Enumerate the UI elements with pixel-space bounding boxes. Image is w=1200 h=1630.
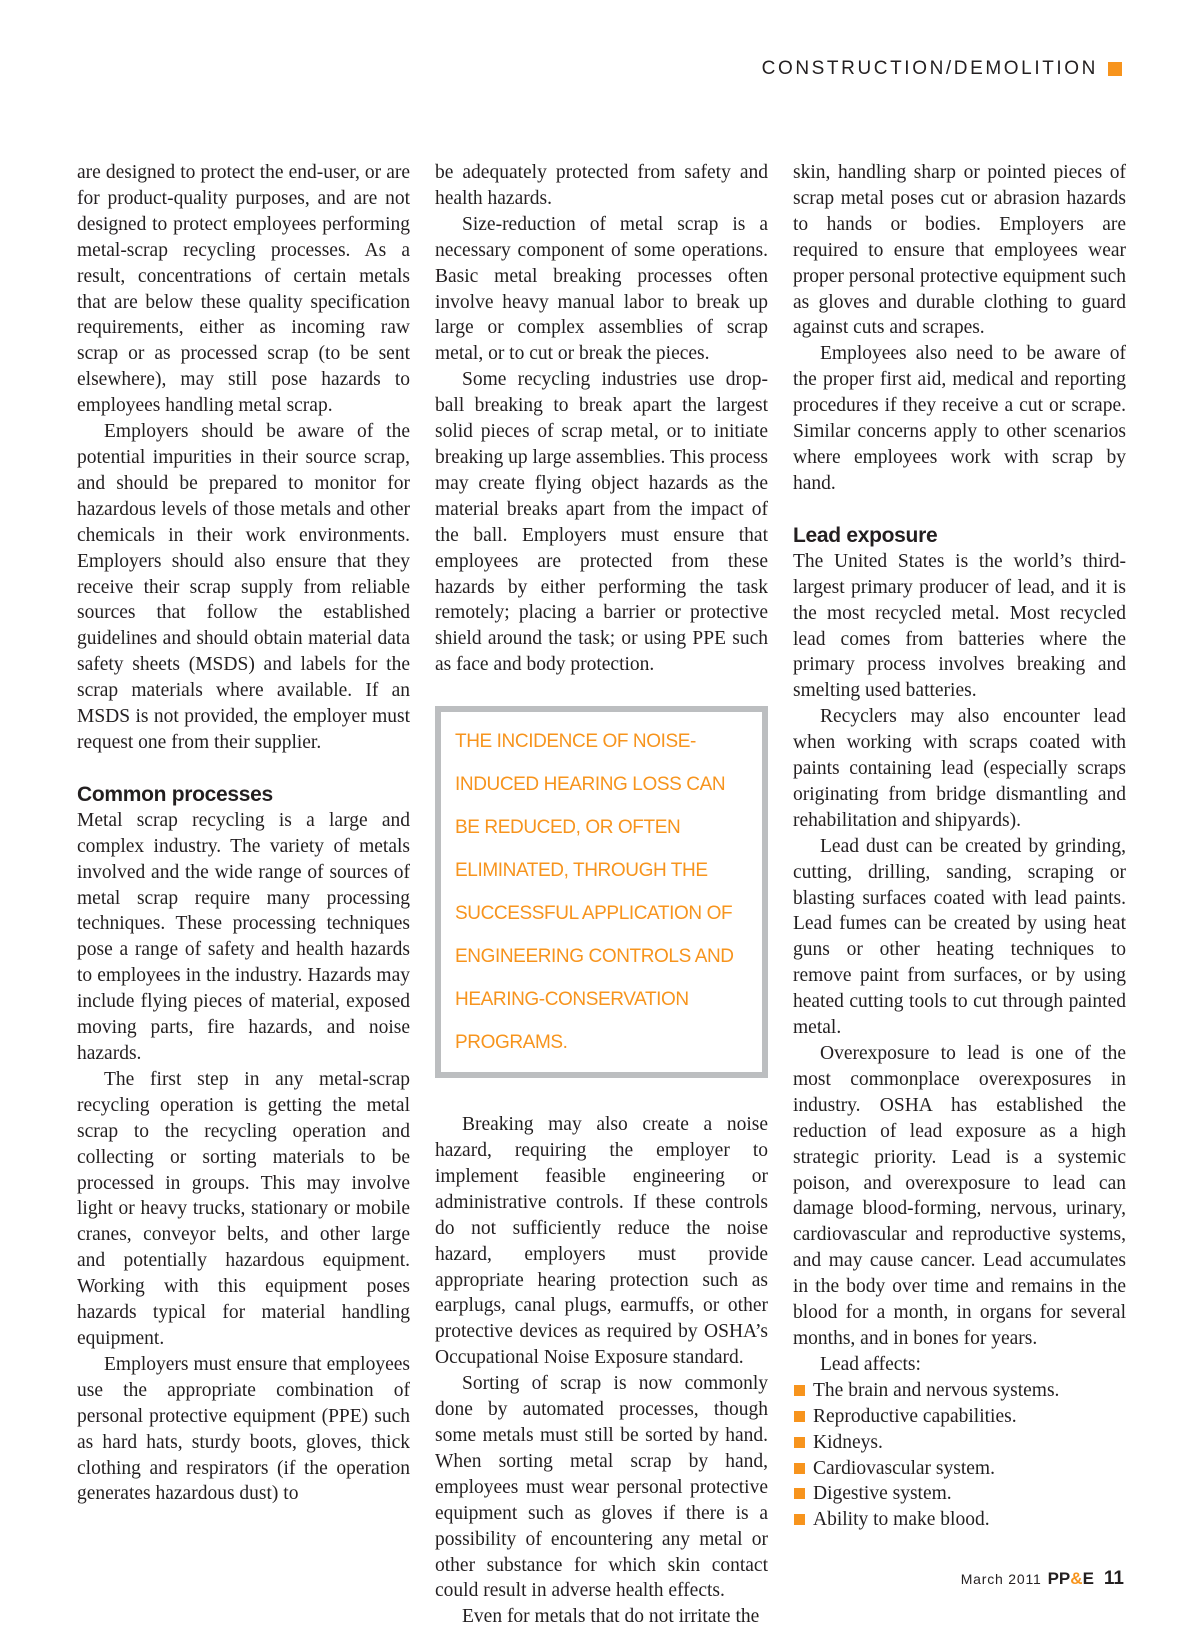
paragraph: Breaking may also create a noise hazard, requiring the employer to implement feasible engineering or administrative controls. If these controls do not sufficiently reduce the noise hazard, employers must provide appropriate hearing protection such as earplugs, canal plugs, earmuffs, or other protective devices as required by OSHA’s Occupational Noise Exposure standard. — [435, 1114, 768, 1369]
list-item: Reproductive capabilities. — [793, 1404, 1126, 1430]
list-item: The brain and nervous systems. — [793, 1378, 1126, 1404]
paragraph: Lead dust can be created by grinding, cutting, drilling, sanding, scraping or blasting surfaces coated with lead paints. Lead fumes can be created by using heat guns or other heating techniques to remove paint from surfaces, or by using heated cutting tools to cut through painted metal. — [793, 835, 1126, 1039]
issue-date: March 2011 — [960, 1571, 1042, 1587]
paragraph: Employers should be aware of the potential impurities in their source scrap, and should be prepared to monitor for hazardous levels of those metals and other chemicals in their work environments. Employers should also ensure that they receive their scrap supply from reliable sources that follow the established guidelines and should obtain material data safety sheets (MSDS) and labels for the scrap materials where available. If an MSDS is not provided, the employer must request one from their supplier. — [77, 421, 410, 753]
paragraph: be adequately protected from safety and health hazards. — [435, 162, 768, 209]
column-1 — [77, 160, 410, 1507]
list-item: Ability to make blood. — [793, 1507, 1126, 1533]
section-title: CONSTRUCTION/DEMOLITION — [761, 58, 1098, 79]
orange-square-icon — [1108, 62, 1122, 76]
section-header — [762, 58, 1122, 80]
column-2 — [435, 160, 768, 1630]
bullet-square-icon — [794, 1411, 805, 1422]
paragraph: Overexposure to lead is one of the most commonplace overexposures in industry. OSHA has established the reduction of lead exposure as a high strategic priority. Lead is a systemic poison, and overexposure to lead can damage blood-forming, nervous, urinary, cardiovascular and reproductive systems, and may cause cancer. Lead accumulates in the body over time and remains in the blood for a month, in organs for several months, and in bones for years. — [793, 1043, 1126, 1349]
paragraph: The first step in any metal-scrap recycling operation is getting the metal scrap to the recycling operation and collecting or sorting materials to be processed in groups. This may involve light or heavy trucks, stationary or mobile cranes, conveyor belts, and other large and potentially hazardous equipment. Working with this equipment poses hazards typical for material handling equipment. — [77, 1068, 410, 1349]
bullet-square-icon — [794, 1437, 805, 1448]
heading-common-processes: Common processes — [77, 782, 273, 806]
paragraph: Recyclers may also encounter lead when working with scraps coated with paints containing lead (especially scraps originating from bridge dismantling and rehabilitation and shipyards). — [793, 706, 1126, 831]
paragraph: are designed to protect the end-user, or are for product-quality purposes, and are not designed to protect employees performing metal-scrap recycling processes. As a result, concentrations of certain metals that are below these quality specification requirements, either as incoming raw scrap or as processed scrap (to be sent elsewhere), may still pose hazards to employees handling metal scrap. — [77, 162, 410, 417]
magazine-name: PP&E — [1047, 1569, 1094, 1588]
bullet-square-icon — [794, 1488, 805, 1499]
bullet-square-icon — [794, 1514, 805, 1525]
column-3 — [793, 160, 1126, 1533]
paragraph: skin, handling sharp or pointed pieces of scrap metal poses cut or abrasion hazards to hands or bodies. Employers are required to ensure that employees wear proper personal protective equipment such as gloves and durable clothing to guard against cuts and scrapes. — [793, 162, 1126, 339]
paragraph: Employers must ensure that employees use the appropriate combination of personal protective equipment (PPE) such as hard hats, sturdy boots, gloves, thick clothing and respirators (if the operation generates hazardous dust) to — [77, 1353, 410, 1505]
paragraph: Some recycling industries use drop-ball breaking to break apart the largest solid pieces of scrap metal, or to initiate breaking up large assemblies. This process may create flying object hazards as the material breaks apart from the impact of the ball. Employers must ensure that employees are protected from these hazards by either performing the task remotely; placing a barrier or protective shield around the task; or using PPE such as face and body protection. — [435, 369, 768, 676]
paragraph: Employees also need to be aware of the proper first aid, medical and reporting procedures if they receive a cut or scrape. Similar concerns apply to other scenarios where employees work with scrap by hand. — [793, 343, 1126, 494]
list-item: Kidneys. — [793, 1430, 1126, 1456]
paragraph: The United States is the world’s third-largest primary producer of lead, and it is the most recycled metal. Most recycled lead comes from batteries where the primary process involves breaking and smelting used batteries. — [793, 550, 1126, 702]
paragraph: Size-reduction of metal scrap is a necessary component of some operations. Basic metal breaking processes often involve heavy manual labor to break up large or complex assemblies of scrap metal, or to cut or break the pieces. — [435, 213, 768, 365]
page-number: 11 — [1103, 1568, 1124, 1589]
page-footer — [961, 1568, 1124, 1590]
list-item: Digestive system. — [793, 1481, 1126, 1507]
heading-lead-exposure: Lead exposure — [793, 523, 938, 547]
paragraph: Lead affects: — [820, 1353, 921, 1375]
paragraph: Metal scrap recycling is a large and complex industry. The variety of metals involved and the wide range of sources of metal scrap require many processing techniques. These processing techniques pose a range of safety and health hazards to employees in the industry. Hazards may include flying pieces of material, exposed moving parts, fire hazards, and noise hazards. — [77, 809, 410, 1064]
bullet-square-icon — [794, 1385, 805, 1396]
lead-affects-list — [793, 1378, 1126, 1533]
pull-quote: THE INCIDENCE OF NOISE-INDUCED HEARING LOSS CAN BE REDUCED, OR OFTEN ELIMINATED, THROUGH THE SUCCESSFUL APPLICATION OF ENGINEERING CONTROLS AND HEARING-CONSERVATION PROGRAMS. — [435, 706, 768, 1078]
list-item: Cardiovascular system. — [793, 1456, 1126, 1482]
paragraph: Sorting of scrap is now commonly done by automated processes, though some metals must still be sorted by hand. When sorting metal scrap by hand, employees must wear personal protective equipment such as gloves if there is a possibility of encountering any metal or other substance for which skin contact could result in adverse health effects. — [435, 1373, 768, 1602]
bullet-square-icon — [794, 1463, 805, 1474]
paragraph: Even for metals that do not irritate the — [462, 1606, 760, 1628]
